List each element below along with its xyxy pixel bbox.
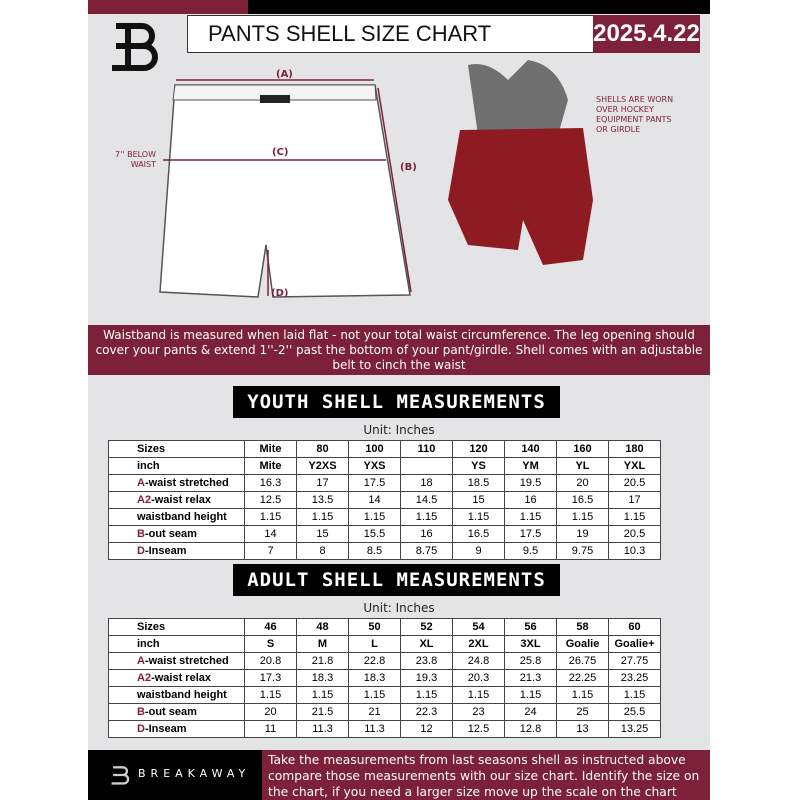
label-b: (B) — [400, 162, 417, 173]
table-cell: 8.5 — [349, 543, 401, 560]
table-cell: 17 — [609, 492, 661, 509]
table-row — [109, 704, 661, 721]
table-cell: 21.3 — [505, 670, 557, 687]
table-cell: 9.5 — [505, 543, 557, 560]
adult-title: ADULT SHELL MEASUREMENTS — [233, 564, 560, 596]
row-label-text: -out seam — [144, 528, 197, 540]
table-row — [109, 670, 661, 687]
measure-letter: A2 — [137, 494, 152, 506]
row-label — [109, 458, 245, 475]
table-cell: 52 — [401, 619, 453, 636]
table-cell: 3XL — [505, 636, 557, 653]
table-cell: 20.5 — [609, 526, 661, 543]
row-label-text: -waist relax — [151, 494, 211, 506]
table-cell: 50 — [349, 619, 401, 636]
table-cell: 15 — [297, 526, 349, 543]
table-cell: 23.8 — [401, 653, 453, 670]
table-cell: 13.5 — [297, 492, 349, 509]
table-cell: 18 — [401, 475, 453, 492]
table-row — [109, 441, 661, 458]
table-cell: 18.3 — [297, 670, 349, 687]
table-cell: 140 — [505, 441, 557, 458]
table-cell: 16 — [401, 526, 453, 543]
table-cell: 1.15 — [297, 509, 349, 526]
row-label — [109, 687, 245, 704]
table-cell: 20.3 — [453, 670, 505, 687]
below-waist-note: 7'' BELOW WAIST — [115, 150, 156, 169]
row-label-text: waistband height — [137, 511, 227, 523]
row-label-text: inch — [137, 638, 160, 650]
row-label — [109, 721, 245, 738]
table-cell: 21 — [349, 704, 401, 721]
table-cell: S — [245, 636, 297, 653]
date-badge: 2025.4.22 — [593, 15, 700, 53]
table-cell: Mite — [245, 458, 297, 475]
table-cell: 20.8 — [245, 653, 297, 670]
footer-brand — [88, 750, 262, 800]
top-black-bar — [248, 0, 710, 14]
table-cell: 80 — [297, 441, 349, 458]
label-d: (D) — [271, 288, 289, 299]
table-row — [109, 653, 661, 670]
row-label — [109, 526, 245, 543]
table-cell: 46 — [245, 619, 297, 636]
row-label — [109, 475, 245, 492]
table-row — [109, 721, 661, 738]
table-cell: 58 — [557, 619, 609, 636]
table-cell: 1.15 — [245, 509, 297, 526]
table-cell: 1.15 — [245, 687, 297, 704]
table-cell: XL — [401, 636, 453, 653]
table-cell: 14 — [245, 526, 297, 543]
table-cell: 22.8 — [349, 653, 401, 670]
table-cell: 1.15 — [557, 687, 609, 704]
footer-instructions: Take the measurements from last seasons shell as instructed above compare those measurements with our size chart. Identify the size on the chart, if you need a larger size move up the scale on the chart — [262, 750, 710, 800]
table-cell: YXS — [349, 458, 401, 475]
table-cell: 10.3 — [609, 543, 661, 560]
table-cell: 2XL — [453, 636, 505, 653]
table-cell: 15.5 — [349, 526, 401, 543]
table-row — [109, 526, 661, 543]
row-label-text: -Inseam — [144, 545, 187, 557]
table-cell: 1.15 — [349, 687, 401, 704]
table-cell: 11.3 — [349, 721, 401, 738]
measure-letter: B — [137, 528, 145, 540]
row-label-text: -out seam — [144, 706, 197, 718]
table-cell: 16.5 — [453, 526, 505, 543]
row-label — [109, 653, 245, 670]
measure-letter: D — [137, 545, 145, 557]
label-c: (C) — [272, 147, 289, 158]
table-cell: 16.3 — [245, 475, 297, 492]
row-label-text: Sizes — [137, 443, 166, 455]
table-cell: 9.75 — [557, 543, 609, 560]
table-cell: 12 — [401, 721, 453, 738]
table-cell: 48 — [297, 619, 349, 636]
table-cell — [401, 458, 453, 475]
row-label-text: waistband height — [137, 689, 227, 701]
measure-letter: A — [137, 655, 145, 667]
table-cell: YXL — [609, 458, 661, 475]
table-cell: M — [297, 636, 349, 653]
table-cell: Mite — [245, 441, 297, 458]
table-row — [109, 509, 661, 526]
row-label-text: -waist stretched — [144, 477, 229, 489]
table-cell: 1.15 — [557, 509, 609, 526]
table-cell: 17.3 — [245, 670, 297, 687]
table-cell: 14.5 — [401, 492, 453, 509]
table-cell: 16 — [505, 492, 557, 509]
table-cell: 15 — [453, 492, 505, 509]
table-cell: 12.8 — [505, 721, 557, 738]
table-cell: 24 — [505, 704, 557, 721]
measure-letter: A — [137, 477, 145, 489]
row-label — [109, 492, 245, 509]
table-cell: 20 — [557, 475, 609, 492]
row-label — [109, 441, 245, 458]
table-cell: YL — [557, 458, 609, 475]
table-row — [109, 492, 661, 509]
row-label-text: inch — [137, 460, 160, 472]
table-cell: 1.15 — [401, 509, 453, 526]
table-cell: 180 — [609, 441, 661, 458]
youth-table — [108, 440, 661, 560]
table-cell: 1.15 — [401, 687, 453, 704]
table-cell: 1.15 — [609, 687, 661, 704]
table-cell: 20 — [245, 704, 297, 721]
table-cell: 1.15 — [349, 509, 401, 526]
table-cell: 1.15 — [505, 687, 557, 704]
table-cell: 14 — [349, 492, 401, 509]
measure-letter: B — [137, 706, 145, 718]
table-cell: 20.5 — [609, 475, 661, 492]
youth-title: YOUTH SHELL MEASUREMENTS — [233, 386, 560, 418]
table-cell: 7 — [245, 543, 297, 560]
table-cell: 18.3 — [349, 670, 401, 687]
youth-unit: Unit: Inches — [363, 423, 435, 437]
table-cell: 23 — [453, 704, 505, 721]
table-cell: 1.15 — [609, 509, 661, 526]
table-cell: 110 — [401, 441, 453, 458]
row-label — [109, 509, 245, 526]
top-accent-bar — [88, 0, 248, 14]
measure-letter: D — [137, 723, 145, 735]
table-cell: 1.15 — [297, 687, 349, 704]
table-row — [109, 619, 661, 636]
table-cell: 19 — [557, 526, 609, 543]
table-cell: 11.3 — [297, 721, 349, 738]
belt-buckle — [260, 95, 290, 103]
table-cell: 21.5 — [297, 704, 349, 721]
table-cell: 56 — [505, 619, 557, 636]
table-cell: 18.5 — [453, 475, 505, 492]
table-cell: 54 — [453, 619, 505, 636]
table-cell: 22.25 — [557, 670, 609, 687]
row-label-text: -waist stretched — [144, 655, 229, 667]
table-cell: 13 — [557, 721, 609, 738]
table-cell: 17.5 — [349, 475, 401, 492]
row-label-text: -Inseam — [144, 723, 187, 735]
row-label-text: Sizes — [137, 621, 166, 633]
row-label — [109, 619, 245, 636]
table-row — [109, 687, 661, 704]
table-cell: Goalie — [557, 636, 609, 653]
row-label-text: -waist relax — [151, 672, 211, 684]
table-cell: 60 — [609, 619, 661, 636]
table-cell: 16.5 — [557, 492, 609, 509]
table-cell: 17.5 — [505, 526, 557, 543]
table-row — [109, 636, 661, 653]
adult-table — [108, 618, 661, 738]
table-cell: YM — [505, 458, 557, 475]
table-row — [109, 543, 661, 560]
table-cell: Y2XS — [297, 458, 349, 475]
table-cell: YS — [453, 458, 505, 475]
table-cell: 19.3 — [401, 670, 453, 687]
measure-letter: A2 — [137, 672, 152, 684]
table-cell: 1.15 — [505, 509, 557, 526]
table-cell: 22.3 — [401, 704, 453, 721]
adult-unit: Unit: Inches — [363, 601, 435, 615]
table-cell: 12.5 — [245, 492, 297, 509]
page-title: PANTS SHELL SIZE CHART — [187, 15, 593, 53]
table-cell: 17 — [297, 475, 349, 492]
table-row — [109, 475, 661, 492]
table-cell: 1.15 — [453, 687, 505, 704]
table-cell: 23.25 — [609, 670, 661, 687]
label-a: (A) — [276, 69, 293, 80]
table-cell: 13.25 — [609, 721, 661, 738]
row-label — [109, 670, 245, 687]
table-cell: 26.75 — [557, 653, 609, 670]
table-row — [109, 458, 661, 475]
table-cell: 21.8 — [297, 653, 349, 670]
table-cell: 160 — [557, 441, 609, 458]
table-cell: 25.5 — [609, 704, 661, 721]
table-cell: 24.8 — [453, 653, 505, 670]
table-cell: 12.5 — [453, 721, 505, 738]
table-cell: L — [349, 636, 401, 653]
table-cell: 9 — [453, 543, 505, 560]
table-cell: 120 — [453, 441, 505, 458]
table-cell: 25 — [557, 704, 609, 721]
info-band: Waistband is measured when laid flat - not your total waist circumference. The leg opening should cover your pants & extend 1''-2'' past the bottom of your pant/girdle. Shell comes with an adjustable belt to cinch the waist — [88, 325, 710, 375]
table-cell: 1.15 — [453, 509, 505, 526]
row-label — [109, 543, 245, 560]
table-cell: 25.8 — [505, 653, 557, 670]
table-cell: 11 — [245, 721, 297, 738]
table-cell: Goalie+ — [609, 636, 661, 653]
brand-name: BREAKAWAY — [138, 767, 251, 780]
row-label — [109, 636, 245, 653]
table-cell: 27.75 — [609, 653, 661, 670]
table-cell: 8 — [297, 543, 349, 560]
table-cell: 19.5 — [505, 475, 557, 492]
table-cell: 100 — [349, 441, 401, 458]
shell-note: SHELLS ARE WORN OVER HOCKEY EQUIPMENT PANTS OR GIRDLE — [596, 95, 674, 134]
table-cell: 8.75 — [401, 543, 453, 560]
row-label — [109, 704, 245, 721]
